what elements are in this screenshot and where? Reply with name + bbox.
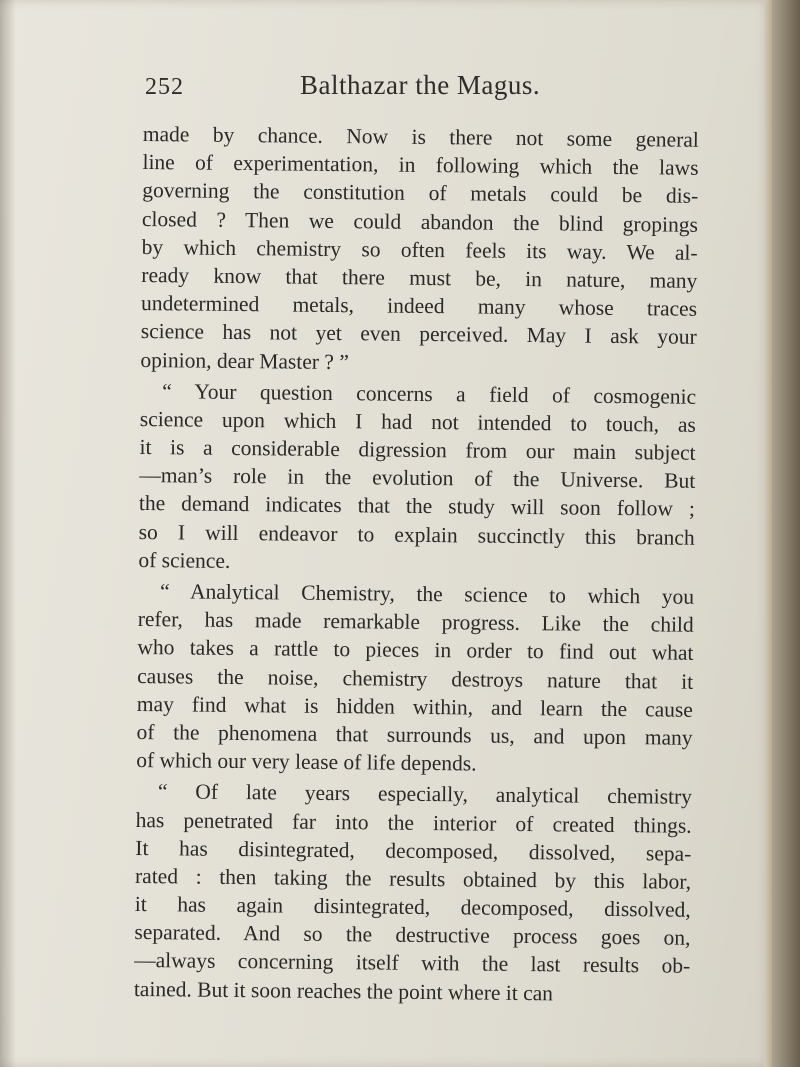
text-line: it is a considerable digression from our main subject [139,435,696,465]
text-line: science upon which I had not intended to touch, as [139,406,696,437]
text-line: governing the constitution of metals could be dis- [142,178,699,209]
text-line: closed ? Then we could abandon the blind gropings [141,206,699,237]
text-line: by which chemistry so often feels its way. We al- [141,234,698,265]
text-line: of which our very lease of life depends. [136,748,477,776]
page-number: 252 [145,74,184,100]
text-line: who takes a rattle to pieces in order to find out what [137,635,694,666]
text-line: made by chance. Now is there not some general [142,121,699,152]
text-line: causes the noise, chemistry destroys nature that it [137,663,694,694]
text-line: of the phenomena that surrounds us, and upon many [136,719,693,750]
text-line: rated : then taking the results obtained by this labor, [134,863,692,894]
page-header [0,70,772,110]
text-line: tained. But it soon reaches the point where it can [133,976,554,1005]
paragraph [136,577,694,780]
text-line: undetermined metals, indeed many whose traces [140,291,698,321]
text-line: may find what is hidden within, and learn the cause [136,691,693,722]
text-line: “ Of late years especially, analytical chemistry [157,779,693,810]
text-line: “ Your question concerns a field of cosmogenic [162,378,697,409]
text-line: so I will endeavor to explain succinctly this branch [138,519,695,550]
text-line: has penetrated far into the interior of created things. [135,807,692,838]
spine-shadow [0,0,16,1067]
text-line: of science. [138,547,231,573]
paragraph [134,777,692,1008]
text-line: “ Analytical Chemistry, the science to which you [159,579,695,609]
paragraph [140,120,699,379]
running-title: Balthazar the Magus. [300,70,541,100]
paragraph [138,377,696,580]
text-line: science has not yet even perceived. May I ask your [140,319,697,350]
text-line: It has disintegrated, decomposed, dissolved, sepa- [135,835,692,866]
body-text [134,120,699,1009]
text-line: the demand indicates that the study will soon follow ; [138,491,696,522]
text-line: —always concerning itself with the last results ob- [134,948,691,979]
page-right-edge [764,0,772,1067]
text-line: —man’s role in the evolution of the Universe. But [139,463,696,494]
text-line: refer, has made remarkable progress. Like the child [137,607,694,637]
text-line: separated. And so the destructive process goes on, [134,920,691,951]
text-line: opinion, dear Master ? ” [140,347,349,374]
text-line: ready know that there must be, in nature, many [141,262,698,293]
text-line: it has again disintegrated, decomposed, dissolved, [134,892,691,922]
text-line: line of experimentation, in following which the laws [142,150,699,181]
